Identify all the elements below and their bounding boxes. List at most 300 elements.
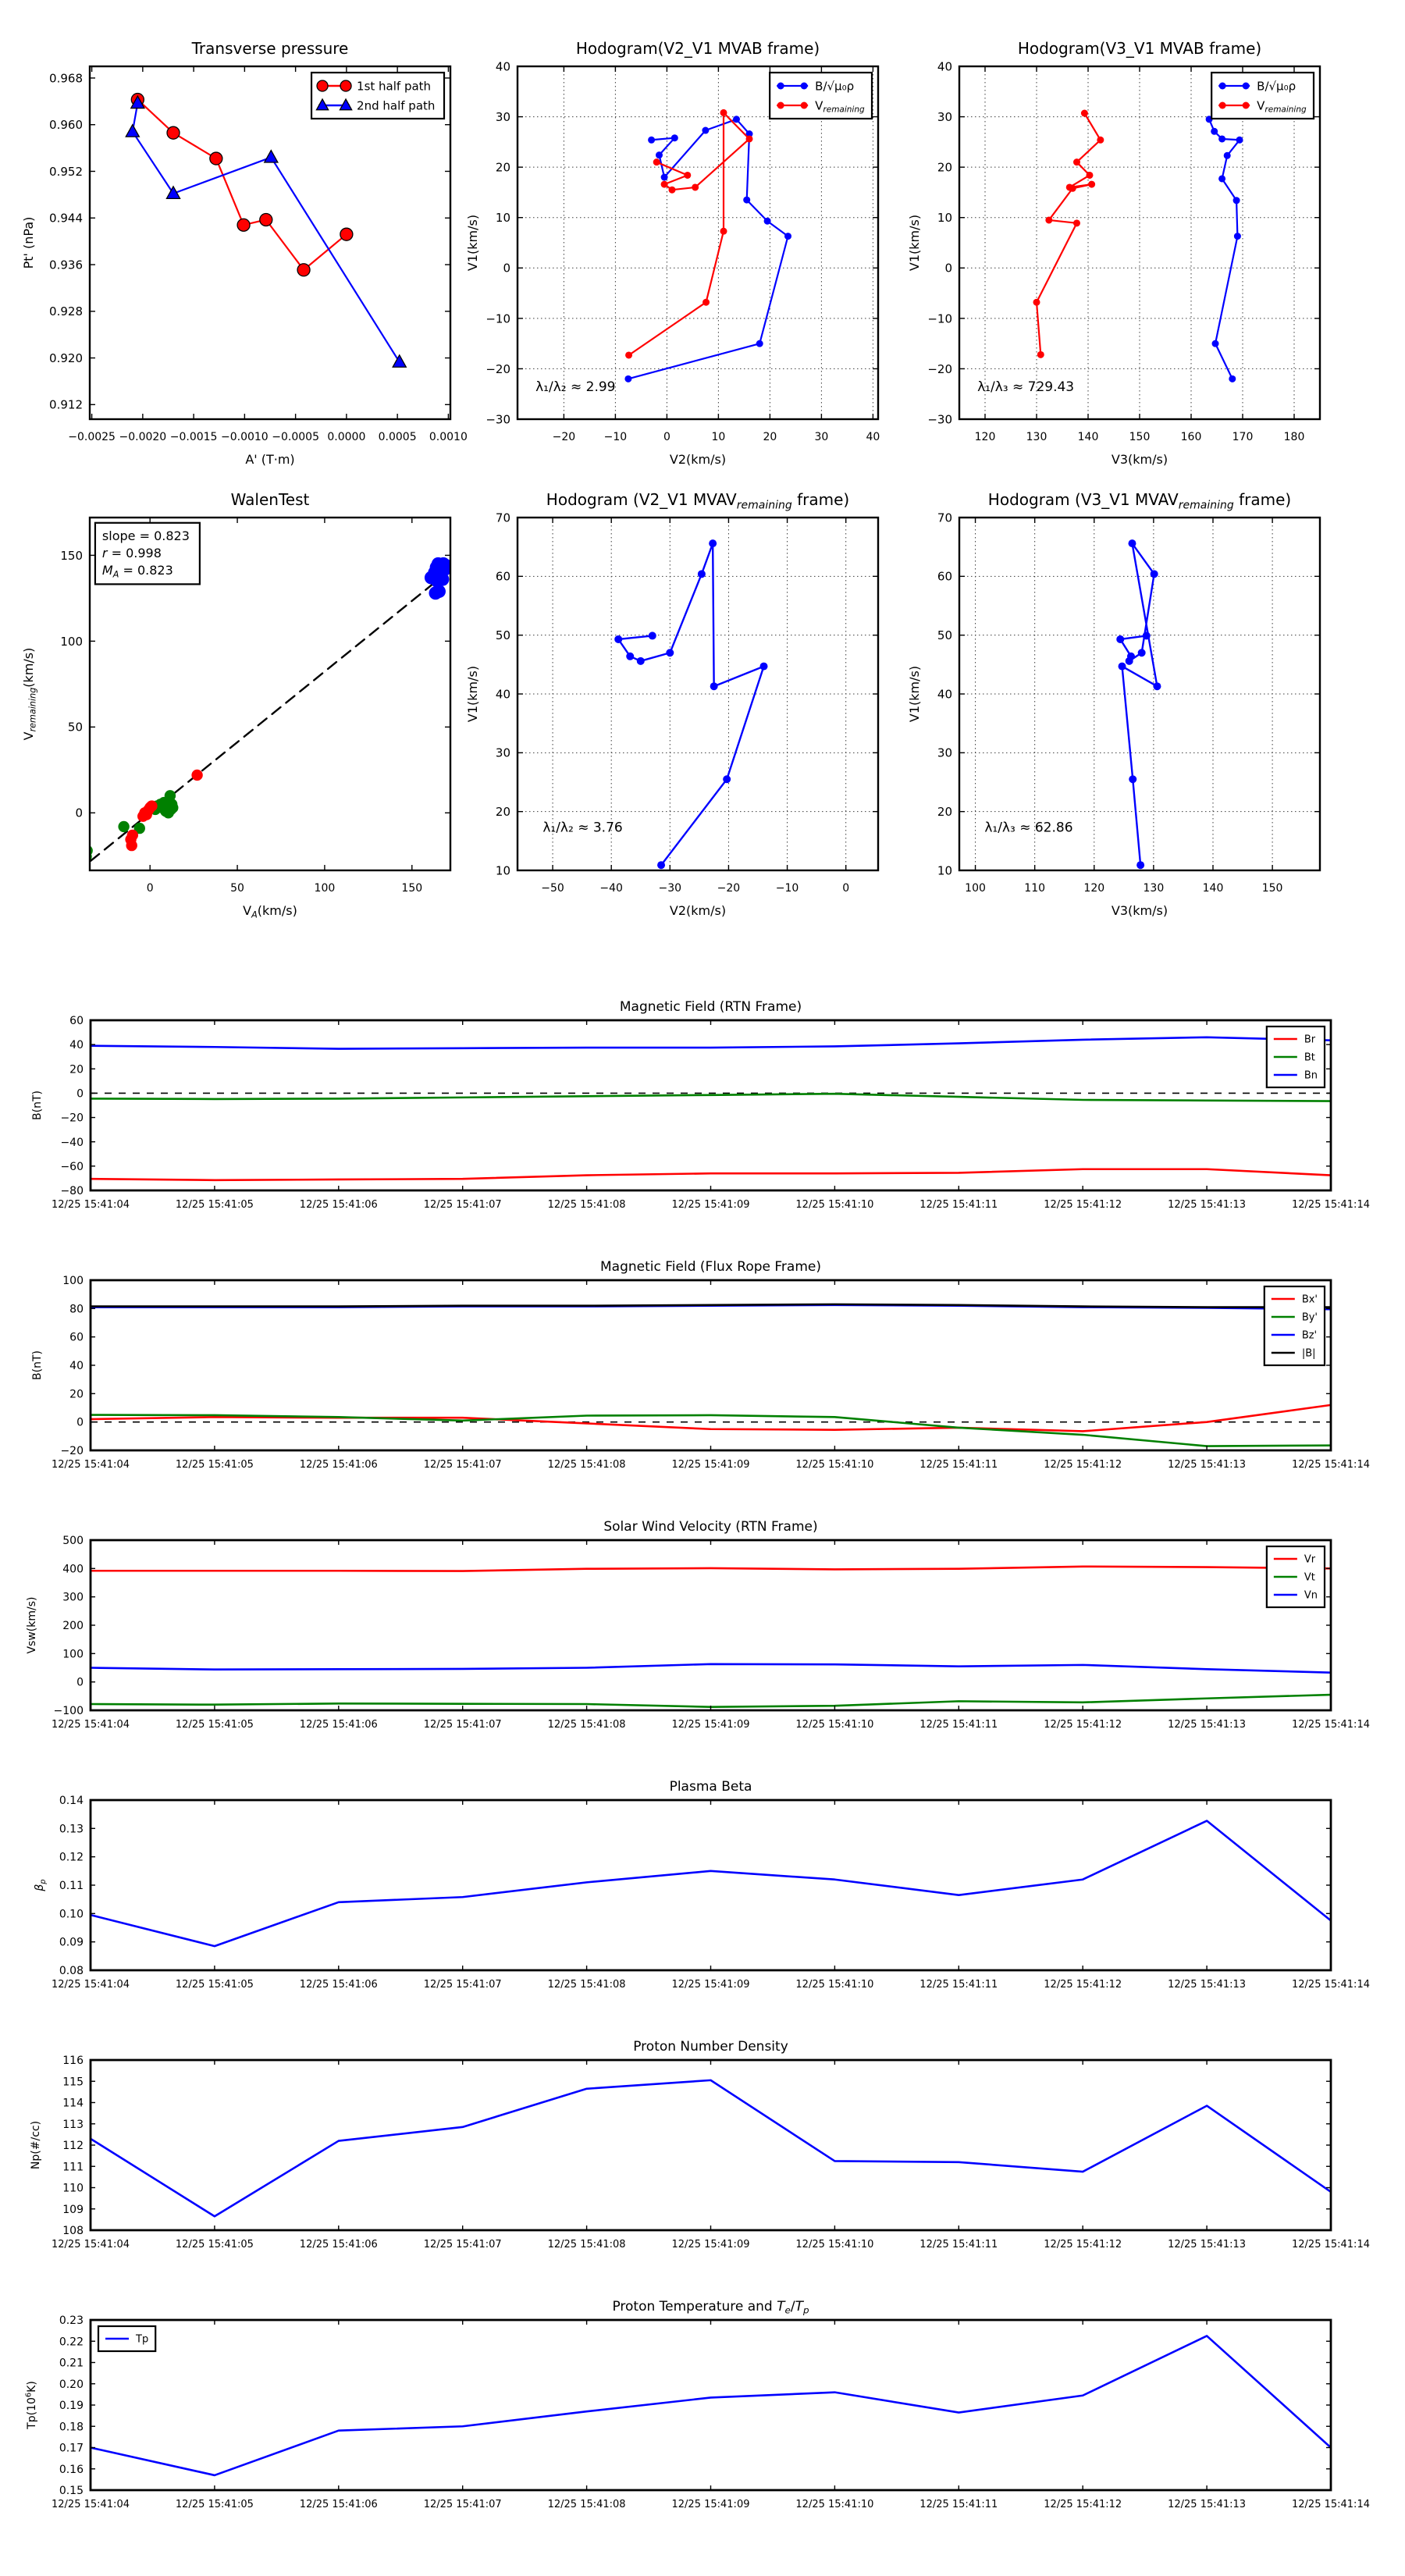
circle-marker: [165, 790, 176, 801]
series-bx-prime: [91, 1405, 1331, 1432]
circle-marker: [1211, 128, 1218, 135]
y-tick-label: 20: [937, 805, 952, 820]
x-tick-label: 150: [1129, 431, 1151, 443]
x-tick-label: 12/25 15:41:07: [423, 1459, 502, 1471]
x-tick-label: 12/25 15:41:08: [547, 1719, 626, 1731]
x-tick-label: 12/25 15:41:07: [423, 2239, 502, 2250]
x-tick-label: 12/25 15:41:09: [671, 1979, 750, 1991]
circle-marker: [756, 340, 763, 347]
x-tick-label: 12/25 15:41:13: [1168, 1459, 1247, 1471]
annotation: λ₁/λ₃ ≈ 62.86: [984, 820, 1073, 836]
circle-marker: [653, 158, 660, 165]
y-tick-label: 40: [495, 687, 510, 702]
x-tick-label: 12/25 15:41:07: [423, 1199, 502, 1211]
series-group: [91, 1821, 1331, 1947]
plot-title: Proton Temperature and $T_e/T_p$: [612, 2299, 809, 2316]
x-tick-label: 12/25 15:41:07: [423, 1979, 502, 1991]
series-group: [624, 109, 791, 382]
x-tick-label: 12/25 15:41:14: [1292, 2239, 1370, 2250]
x-tick-label: 12/25 15:41:05: [175, 1199, 254, 1211]
chart-transverse-pressure: [0, 8, 500, 488]
chart-svg-tp: [0, 2279, 1405, 2521]
x-tick-label: 12/25 15:41:05: [175, 2239, 254, 2250]
y-tick-label: 80: [69, 1303, 84, 1316]
y-tick-label: 300: [62, 1591, 84, 1604]
circle-marker: [777, 83, 784, 90]
chart-solar-wind-velocity: [0, 1500, 1405, 1742]
circle-marker: [1243, 102, 1250, 109]
x-tick-label: 12/25 15:41:10: [795, 2499, 874, 2510]
circle-marker: [1126, 657, 1133, 665]
legend: [98, 2326, 155, 2351]
chart-walen-test: [0, 459, 500, 939]
circle-marker: [777, 102, 784, 109]
chart-svg-beta: [0, 1759, 1405, 2001]
circle-marker: [1219, 83, 1226, 90]
x-tick-label: 12/25 15:41:06: [299, 1719, 378, 1731]
y-tick-label: 0.20: [59, 2378, 84, 2391]
stats-line: $M_A = 0.823$: [101, 562, 173, 580]
y-tick-label: 0.960: [49, 118, 83, 133]
y-tick-label: −10: [927, 311, 952, 326]
axis-ticks: [52, 2314, 1370, 2510]
x-tick-label: 12/25 15:41:08: [547, 2239, 626, 2250]
x-axis-label: V3(km/s): [1111, 452, 1168, 467]
y-tick-label: −80: [60, 1185, 84, 1198]
x-tick-label: −30: [658, 882, 682, 895]
legend-label: $V_{remaining}$: [815, 98, 865, 115]
x-tick-label: 12/25 15:41:14: [1292, 1199, 1370, 1211]
circle-marker: [1081, 110, 1088, 117]
y-tick-label: 0.21: [59, 2357, 84, 2370]
chart-hodogram-v2-v1-mvab: [437, 8, 952, 488]
x-tick-label: 12/25 15:41:05: [175, 1719, 254, 1731]
x-axis-label: V2(km/s): [669, 903, 727, 918]
x-tick-label: 100: [965, 882, 986, 895]
circle-marker: [126, 840, 137, 851]
circle-marker: [237, 219, 250, 231]
chart-svg-hodo_v2_mvav: [437, 459, 952, 939]
circle-marker: [1128, 539, 1136, 547]
circle-marker: [626, 653, 634, 660]
y-axis-label: V1(km/s): [465, 665, 480, 723]
plot-title: Solar Wind Velocity (RTN Frame): [603, 1519, 818, 1535]
x-tick-label: 12/25 15:41:13: [1168, 1979, 1247, 1991]
circle-marker: [1088, 181, 1095, 188]
series-group: [614, 539, 767, 869]
circle-marker: [1143, 632, 1151, 639]
y-tick-label: 100: [60, 634, 83, 649]
x-tick-label: 12/25 15:41:09: [671, 2239, 750, 2250]
plot-border: [91, 2320, 1331, 2490]
y-tick-label: 0.12: [59, 1851, 84, 1864]
x-tick-label: 12/25 15:41:14: [1292, 1459, 1370, 1471]
circle-marker: [1033, 299, 1040, 306]
x-tick-label: 12/25 15:41:11: [919, 1199, 998, 1211]
circle-marker: [146, 800, 157, 811]
y-tick-label: −30: [927, 412, 952, 427]
y-tick-label: 0.10: [59, 1908, 84, 1921]
y-tick-label: 60: [937, 569, 952, 584]
series-by-prime: [91, 1415, 1331, 1446]
legend-label: Bx': [1301, 1293, 1318, 1306]
legend: [1264, 1286, 1325, 1365]
x-tick-label: 12/25 15:41:06: [299, 2499, 378, 2510]
annotation: λ₁/λ₂ ≈ 3.76: [542, 820, 623, 836]
x-tick-label: 12/25 15:41:07: [423, 1719, 502, 1731]
y-tick-label: 20: [69, 1388, 84, 1401]
y-axis-label: B(nT): [31, 1350, 44, 1380]
y-axis-label: V1(km/s): [465, 214, 480, 272]
x-tick-label: 12/25 15:41:09: [671, 1199, 750, 1211]
circle-marker: [1153, 682, 1161, 690]
circle-marker: [210, 152, 222, 165]
y-tick-label: 500: [62, 1535, 84, 1548]
series-v-remaining: [625, 109, 752, 359]
series-v-remaining: [1033, 110, 1104, 358]
circle-marker: [801, 102, 808, 109]
x-tick-label: 12/25 15:41:12: [1044, 1719, 1122, 1731]
circle-marker: [1233, 197, 1240, 204]
circle-marker: [614, 635, 622, 643]
circle-marker: [167, 126, 180, 139]
x-tick-label: 0: [663, 431, 670, 443]
chart-proton-number-density: [0, 2019, 1405, 2261]
circle-marker: [657, 861, 665, 869]
series-vr: [91, 1567, 1331, 1571]
stats-line: r = 0.998: [101, 545, 162, 560]
y-tick-label: 20: [495, 160, 510, 175]
y-tick-label: 112: [62, 2140, 84, 2153]
x-tick-label: 12/25 15:41:14: [1292, 1719, 1370, 1731]
y-tick-label: 30: [937, 109, 952, 124]
chart-svg-np: [0, 2019, 1405, 2261]
x-tick-label: 180: [1283, 431, 1305, 443]
y-tick-label: 108: [62, 2225, 84, 2238]
x-tick-label: −0.0005: [272, 431, 319, 443]
y-axis-label: $Tp(10^6K)$: [24, 2381, 38, 2429]
circle-marker: [1119, 663, 1126, 671]
y-axis-label: $V_{remaining}(km/s)$: [21, 647, 38, 741]
x-tick-label: 50: [230, 882, 244, 895]
y-tick-label: 110: [62, 2182, 84, 2195]
x-tick-label: 12/25 15:41:06: [299, 2239, 378, 2250]
plot-border: [91, 2060, 1331, 2230]
y-tick-label: 60: [69, 1331, 84, 1344]
circle-marker: [317, 80, 328, 91]
y-tick-label: 100: [62, 1275, 84, 1288]
y-tick-label: 40: [937, 59, 952, 74]
circle-marker: [1224, 152, 1231, 159]
plot-title: Proton Number Density: [633, 2039, 788, 2055]
circle-marker: [710, 682, 718, 690]
y-tick-label: 150: [60, 548, 83, 563]
x-tick-label: 130: [1026, 431, 1048, 443]
x-tick-label: −20: [552, 431, 576, 443]
y-tick-label: −20: [60, 1112, 84, 1125]
series-vt: [91, 1695, 1331, 1707]
y-tick-label: 0.936: [49, 258, 83, 272]
y-tick-label: 0.14: [59, 1795, 84, 1808]
circle-marker: [720, 228, 727, 235]
series-walen-points-green: [80, 790, 178, 862]
series-1st-half-path: [131, 94, 353, 276]
x-tick-label: 12/25 15:41:13: [1168, 1199, 1247, 1211]
y-tick-label: −20: [927, 361, 952, 376]
circle-marker: [1218, 135, 1225, 142]
plot-title: Plasma Beta: [669, 1779, 752, 1795]
circle-marker: [648, 137, 655, 144]
x-tick-label: 0.0000: [327, 431, 366, 443]
circle-marker: [1236, 137, 1243, 144]
y-tick-label: 40: [937, 687, 952, 702]
plot-title: WalenTest: [230, 490, 310, 509]
y-tick-label: 10: [937, 211, 952, 226]
x-tick-label: 12/25 15:41:06: [299, 1199, 378, 1211]
y-tick-label: 30: [937, 745, 952, 760]
series-br: [91, 1169, 1331, 1180]
plot-border: [91, 1020, 1331, 1190]
circle-marker: [1073, 158, 1080, 165]
x-tick-label: 12/25 15:41:10: [795, 1199, 874, 1211]
chart-magnetic-field-flux-rope: [0, 1240, 1405, 1482]
annotation: λ₁/λ₂ ≈ 2.99: [535, 379, 616, 395]
x-tick-label: 12/25 15:41:10: [795, 1459, 874, 1471]
y-tick-label: 0: [76, 1416, 84, 1429]
axis-ticks: [52, 2055, 1370, 2250]
legend: [770, 73, 872, 119]
x-tick-label: 12/25 15:41:04: [52, 1199, 130, 1211]
x-tick-label: −20: [717, 882, 741, 895]
x-tick-label: 140: [1077, 431, 1099, 443]
axis-ticks: [937, 511, 1320, 895]
y-tick-label: 0.23: [59, 2314, 84, 2328]
y-tick-label: 0.11: [59, 1880, 84, 1893]
circle-marker: [1243, 83, 1250, 90]
legend-label: Bz': [1301, 1329, 1318, 1342]
x-tick-label: 120: [1083, 882, 1105, 895]
circle-marker: [118, 821, 129, 832]
x-tick-label: 12/25 15:41:04: [52, 1719, 130, 1731]
series-group: [91, 1304, 1331, 1446]
chart-svg-walen: [0, 459, 500, 939]
y-tick-label: 0.944: [49, 211, 83, 226]
x-tick-label: 12/25 15:41:06: [299, 1459, 378, 1471]
chart-magnetic-field-rtn: [0, 980, 1405, 1222]
y-tick-label: 60: [495, 569, 510, 584]
stats-box: [95, 523, 200, 585]
legend-label: Tp: [136, 2333, 149, 2346]
circle-marker: [1037, 351, 1044, 358]
annotation: λ₁/λ₃ ≈ 729.43: [977, 379, 1075, 395]
circle-marker: [1138, 649, 1146, 656]
circle-marker: [1218, 175, 1225, 182]
circle-marker: [1219, 102, 1226, 109]
plot-border: [91, 1800, 1331, 1970]
legend: [1267, 1026, 1325, 1087]
circle-marker: [692, 183, 699, 190]
y-tick-label: −100: [53, 1705, 84, 1718]
circle-marker: [260, 213, 272, 226]
y-axis-label: B(nT): [31, 1091, 44, 1120]
legend-label: $V_{remaining}$: [1257, 98, 1307, 115]
y-tick-label: 0.09: [59, 1936, 84, 1949]
x-tick-label: 12/25 15:41:08: [547, 1199, 626, 1211]
x-tick-label: −10: [603, 431, 628, 443]
x-tick-label: 12/25 15:41:05: [175, 1459, 254, 1471]
y-tick-label: 0.08: [59, 1965, 84, 1978]
x-tick-label: 12/25 15:41:13: [1168, 2239, 1247, 2250]
circle-marker: [191, 770, 202, 781]
x-tick-label: 130: [1143, 882, 1165, 895]
circle-marker: [340, 228, 353, 240]
circle-marker: [159, 804, 170, 815]
circle-marker: [297, 264, 310, 276]
series-plasma-beta: [91, 1821, 1331, 1947]
y-tick-label: −40: [60, 1136, 84, 1149]
y-tick-label: 20: [69, 1063, 84, 1076]
x-tick-label: −0.0020: [119, 431, 167, 443]
triangle-marker: [393, 355, 406, 367]
circle-marker: [1045, 216, 1052, 223]
y-tick-label: 70: [495, 511, 510, 525]
circle-marker: [1234, 233, 1241, 240]
x-tick-label: 40: [866, 431, 880, 443]
x-tick-label: 12/25 15:41:10: [795, 1719, 874, 1731]
x-tick-label: 12/25 15:41:11: [919, 2499, 998, 2510]
x-tick-label: 12/25 15:41:13: [1168, 1719, 1247, 1731]
x-tick-label: 12/25 15:41:08: [547, 1459, 626, 1471]
y-tick-label: 50: [67, 720, 83, 735]
x-tick-label: 12/25 15:41:13: [1168, 2499, 1247, 2510]
triangle-marker: [126, 125, 139, 137]
plot-title: Hodogram (V2_V1 $MVAV_{remaining}$ frame): [546, 490, 850, 512]
x-tick-label: 12/25 15:41:11: [919, 1719, 998, 1731]
circle-marker: [698, 570, 706, 578]
y-tick-label: 70: [937, 511, 952, 525]
plot-title: Hodogram(V2_V1 MVAB frame): [575, 39, 820, 58]
y-tick-label: 50: [937, 628, 952, 643]
y-tick-label: 100: [62, 1648, 84, 1661]
plot-title: Hodogram(V3_V1 MVAB frame): [1017, 39, 1262, 58]
x-tick-label: 12/25 15:41:12: [1044, 1459, 1122, 1471]
circle-marker: [723, 775, 731, 783]
x-tick-label: 12/25 15:41:11: [919, 2239, 998, 2250]
x-tick-label: 150: [401, 882, 423, 895]
circle-marker: [801, 83, 808, 90]
x-tick-label: 0: [842, 882, 850, 895]
chart-svg-hodo_v3_mvab: [898, 8, 1405, 488]
y-tick-label: 20: [937, 160, 952, 175]
y-tick-label: 0: [76, 1087, 84, 1101]
x-tick-label: −0.0025: [68, 431, 116, 443]
circle-marker: [1097, 137, 1104, 144]
circle-marker: [1151, 570, 1158, 578]
circle-marker: [784, 233, 791, 240]
y-tick-label: 0.16: [59, 2463, 84, 2476]
legend: [1267, 1546, 1325, 1607]
series-vn: [91, 1664, 1331, 1673]
y-axis-label: Np(#/cc): [30, 2120, 42, 2170]
plot-title: Magnetic Field (RTN Frame): [619, 999, 802, 1015]
circle-marker: [1136, 861, 1144, 869]
y-tick-label: 0: [503, 261, 510, 276]
y-tick-label: 0: [944, 261, 952, 276]
x-tick-label: 12/25 15:41:09: [671, 1719, 750, 1731]
x-tick-label: 110: [1024, 882, 1046, 895]
series-group: [1116, 539, 1161, 869]
circle-marker: [656, 151, 663, 158]
y-tick-label: 0.18: [59, 2421, 84, 2434]
series-group: [91, 2080, 1331, 2216]
y-axis-label: Pt' (nPa): [21, 216, 36, 269]
legend-label: Bt: [1304, 1051, 1315, 1064]
legend-label: |B|: [1301, 1347, 1316, 1360]
circle-marker: [1212, 340, 1219, 347]
y-tick-label: 0.920: [49, 350, 83, 365]
circle-marker: [684, 172, 691, 179]
x-tick-label: −0.0010: [221, 431, 269, 443]
x-tick-label: 12/25 15:41:05: [175, 1979, 254, 1991]
x-tick-label: 140: [1202, 882, 1224, 895]
y-tick-label: 40: [495, 59, 510, 74]
y-tick-label: 400: [62, 1563, 84, 1576]
y-tick-label: 20: [495, 805, 510, 820]
legend: [1211, 73, 1314, 119]
x-tick-label: 100: [314, 882, 336, 895]
chart-svg-b_fr: [0, 1240, 1405, 1482]
circle-marker: [702, 127, 709, 134]
legend-label: Bn: [1304, 1069, 1318, 1082]
circle-marker: [666, 649, 674, 656]
y-tick-label: 0: [76, 1676, 84, 1689]
x-tick-label: 12/25 15:41:14: [1292, 1979, 1370, 1991]
circle-marker: [1116, 635, 1124, 643]
y-tick-label: 116: [62, 2055, 84, 2068]
x-tick-label: 12/25 15:41:08: [547, 2499, 626, 2510]
circle-marker: [709, 539, 717, 547]
series-group: [80, 557, 453, 863]
axis-ticks: [52, 1795, 1370, 1991]
x-tick-label: 12/25 15:41:12: [1044, 1979, 1122, 1991]
y-tick-label: 0.19: [59, 2400, 84, 2413]
legend-label: Vr: [1304, 1553, 1316, 1566]
chart-hodogram-v2-v1-mvav: [437, 459, 952, 939]
y-tick-label: 0.13: [59, 1823, 84, 1836]
x-tick-label: 20: [763, 431, 777, 443]
x-tick-label: 12/25 15:41:11: [919, 1979, 998, 1991]
x-tick-label: −0.0015: [169, 431, 218, 443]
x-tick-label: 0.0005: [378, 431, 417, 443]
legend-label: B/√μ₀ρ: [1257, 79, 1297, 94]
y-tick-label: 113: [62, 2118, 84, 2131]
y-tick-label: 0.912: [49, 397, 83, 412]
x-tick-label: 160: [1180, 431, 1202, 443]
x-tick-label: −10: [775, 882, 799, 895]
circle-marker: [1129, 775, 1136, 783]
x-axis-label: A' (T·m): [245, 452, 295, 467]
x-tick-label: 120: [974, 431, 996, 443]
triangle-marker: [265, 151, 278, 162]
x-axis-label: $V_A(km/s)$: [243, 903, 297, 920]
y-tick-label: 111: [62, 2161, 84, 2174]
x-tick-label: 12/25 15:41:09: [671, 2499, 750, 2510]
y-tick-label: 10: [495, 211, 510, 226]
legend-label: 2nd half path: [357, 98, 436, 113]
y-tick-label: 0.968: [49, 71, 83, 86]
chart-hodogram-v3-v1-mvab: [898, 8, 1405, 488]
y-tick-label: 40: [69, 1360, 84, 1373]
